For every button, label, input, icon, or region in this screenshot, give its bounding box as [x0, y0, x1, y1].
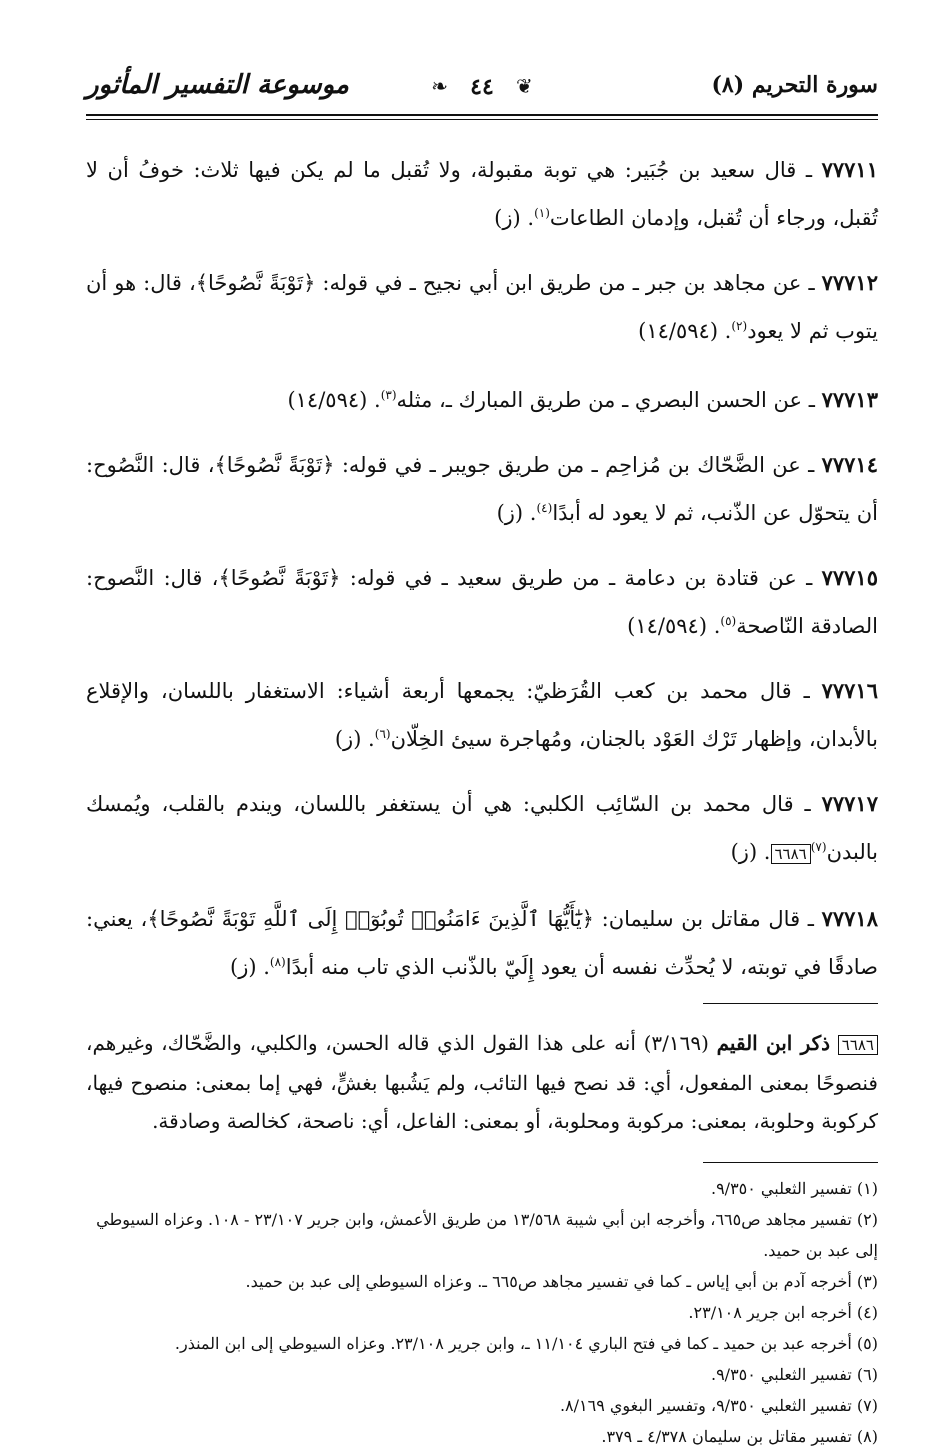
entry-source: . (ز) [334, 727, 375, 751]
entry-source: . (١٤/٥٩٤) [627, 614, 721, 638]
entry-number: ٧٧٧١٧ [821, 791, 878, 816]
cross-ref-tag: ٦٦٨٦ [838, 1035, 878, 1055]
entry-number: ٧٧٧١٣ [821, 387, 878, 412]
entry [86, 556, 878, 648]
entry [86, 374, 878, 422]
footnote: (٨) تفسير مقاتل بن سليمان ٤/٣٧٨ ـ ٣٧٩. [601, 1427, 878, 1446]
entry-source: . (ز) [230, 955, 270, 979]
entry-number: ٧٧٧١٤ [821, 452, 878, 477]
entry-text: ـ عن مجاهد بن جبر ـ من طريق ابن أبي نجيح ـ في قوله: ﴿تَوْبَةً نَّصُوحًا﴾، قال: هو أن يتوب ثم لا يعود [86, 271, 878, 343]
footnote-separator [703, 1162, 878, 1163]
entry [86, 443, 878, 535]
footnote: (٥) أخرجه عبد بن حميد ـ كما في فتح الباري ١١/١٠٤ ـ، وابن جرير ٢٣/١٠٨. وعزاه السيوطي إلى ابن المنذر. [174, 1334, 878, 1353]
footnote-ref: (٤) [536, 501, 553, 515]
entry-text: ـ قال محمد بن كعب القُرَظيّ: يجمعها أربعة أشياء: الاستغفار باللسان، والإقلاع بالأبدان، وإظهار تَرْك العَوْد بالجنان، ومُهاجرة سيئ الخِلّان [86, 679, 878, 751]
entry-number: ٧٧٧١٨ [821, 906, 878, 931]
entry-text: ـ قال مقاتل بن سليمان: ﴿يَٰٓأَيُّهَا ٱلَّذِينَ ءَامَنُوا۟ تُوبُوٓا۟ إِلَى ٱللَّهِ تَوْبَةً نَّصُوحًا﴾، يعني: صادقًا في توبته، لا يُحدِّث نفسه أن يعود إِلَيّ بالذّنب الذي تاب منه أبدًا [86, 907, 878, 979]
footnote: (٢) تفسير مجاهد ص٦٦٥، وأخرجه ابن أبي شيبة ١٣/٥٦٨ من طريق الأعمش، وابن جرير ٢٣/١٠٧ - ١٠٨. وعزاه السيوطي إلى عبد بن حميد. [96, 1210, 878, 1260]
note-separator [703, 1003, 878, 1004]
footnote-ref: (٦) [374, 727, 391, 741]
page [86, 70, 878, 1446]
entry-number: ٧٧٧١٦ [821, 678, 878, 703]
footnote-ref: (٢) [731, 319, 748, 333]
main-text [86, 148, 878, 989]
ornament-icon: ❧ [427, 74, 452, 98]
header-rule-thin [86, 119, 878, 120]
page-header [86, 70, 878, 108]
surah-header: سورة التحريم (٨) [711, 72, 878, 98]
header-rule [86, 114, 878, 116]
entry-source: . (ز) [496, 501, 537, 525]
footnote: (٣) أخرجه آدم بن أبي إياس ـ كما في تفسير مجاهد ص٦٦٥ ـ. وعزاه السيوطي إلى عبد بن حميد. [245, 1272, 878, 1291]
footnote: (٧) تفسير الثعلبي ٩/٣٥٠، وتفسير البغوي ٨/١٦٩. [559, 1396, 878, 1415]
entry [86, 782, 878, 876]
entry-number: ٧٧٧١٢ [821, 270, 878, 295]
footnote: (٦) تفسير الثعلبي ٩/٣٥٠. [710, 1365, 878, 1384]
entry-text: ـ قال محمد بن السّائِب الكلبي: هي أن يستغفر باللسان، ويندم بالقلب، ويُمسك بالبدن [86, 792, 878, 864]
entry [86, 148, 878, 240]
entry-source: . (ز) [494, 206, 535, 230]
footnote: (١) تفسير الثعلبي ٩/٣٥٠. [710, 1179, 878, 1198]
entry [86, 897, 878, 989]
entry-text: ـ قال سعيد بن جُبَير: هي توبة مقبولة، ولا تُقبل ما لم يكن فيها ثلاث: خوفُ أن لا تُقبل، ورجاء أن تُقبل، وإدمان الطاعات [86, 158, 878, 230]
footnote-ref: (٥) [720, 614, 737, 628]
entry-source: . (١٤/٥٩٤) [287, 388, 381, 412]
entry-number: ٧٧٧١١ [821, 157, 878, 182]
footnote-ref: (٧) [810, 840, 827, 854]
note-lead: ذكر ابن القيم [716, 1031, 831, 1055]
page-number: ٤٤ [460, 74, 504, 100]
footnote-ref: (١) [534, 206, 550, 220]
editor-note [86, 1024, 878, 1140]
entry-text: ـ عن قتادة بن دعامة ـ من طريق سعيد ـ في قوله: ﴿تَوْبَةً نَّصُوحًا﴾، قال: النَّصوح: الصادقة النّاصحة [86, 566, 878, 638]
entry-source: . (ز) [730, 840, 771, 864]
entry-text: ـ عن الحسن البصري ـ من طريق المبارك ـ، مثله [396, 388, 822, 412]
ornament-icon: ❦ [512, 74, 537, 98]
book-title: موسوعة التفسير المأثور [86, 70, 349, 100]
footnotes [86, 1173, 878, 1452]
cross-ref-tag: ٦٦٨٦ [771, 844, 811, 864]
entry-source: . (١٤/٥٩٤) [638, 319, 732, 343]
footnote-ref: (٨) [269, 955, 286, 969]
entry-text: ـ عن الضَّحّاك بن مُزاحِم ـ من طريق جويبر ـ في قوله: ﴿تَوْبَةً نَّصُوحًا﴾، قال: النَّصُوح: أن يتحوّل عن الذّنب، ثم لا يعود له أبدًا [86, 453, 878, 525]
entry-number: ٧٧٧١٥ [821, 565, 878, 590]
entry [86, 669, 878, 761]
note-text: (٣/١٦٩) أنه على هذا القول الذي قاله الحسن، والكلبي، والضَّحّاك، وغيرهم، فنصوحًا بمعنى المفعول، أي: قد نصح فيها التائب، ولم يَشُبها بغشٍّ، فهي إما بمعنى: منصوح فيها، كركوبة وحلوبة، بمعنى: مركوبة ومحلوبة، أو بمعنى: الفاعل، أي: ناصحة، كخالصة وصادقة. [86, 1031, 878, 1133]
footnote: (٤) أخرجه ابن جرير ٢٣/١٠٨. [688, 1303, 878, 1322]
entry [86, 261, 878, 353]
footnote-ref: (٣) [380, 388, 397, 402]
